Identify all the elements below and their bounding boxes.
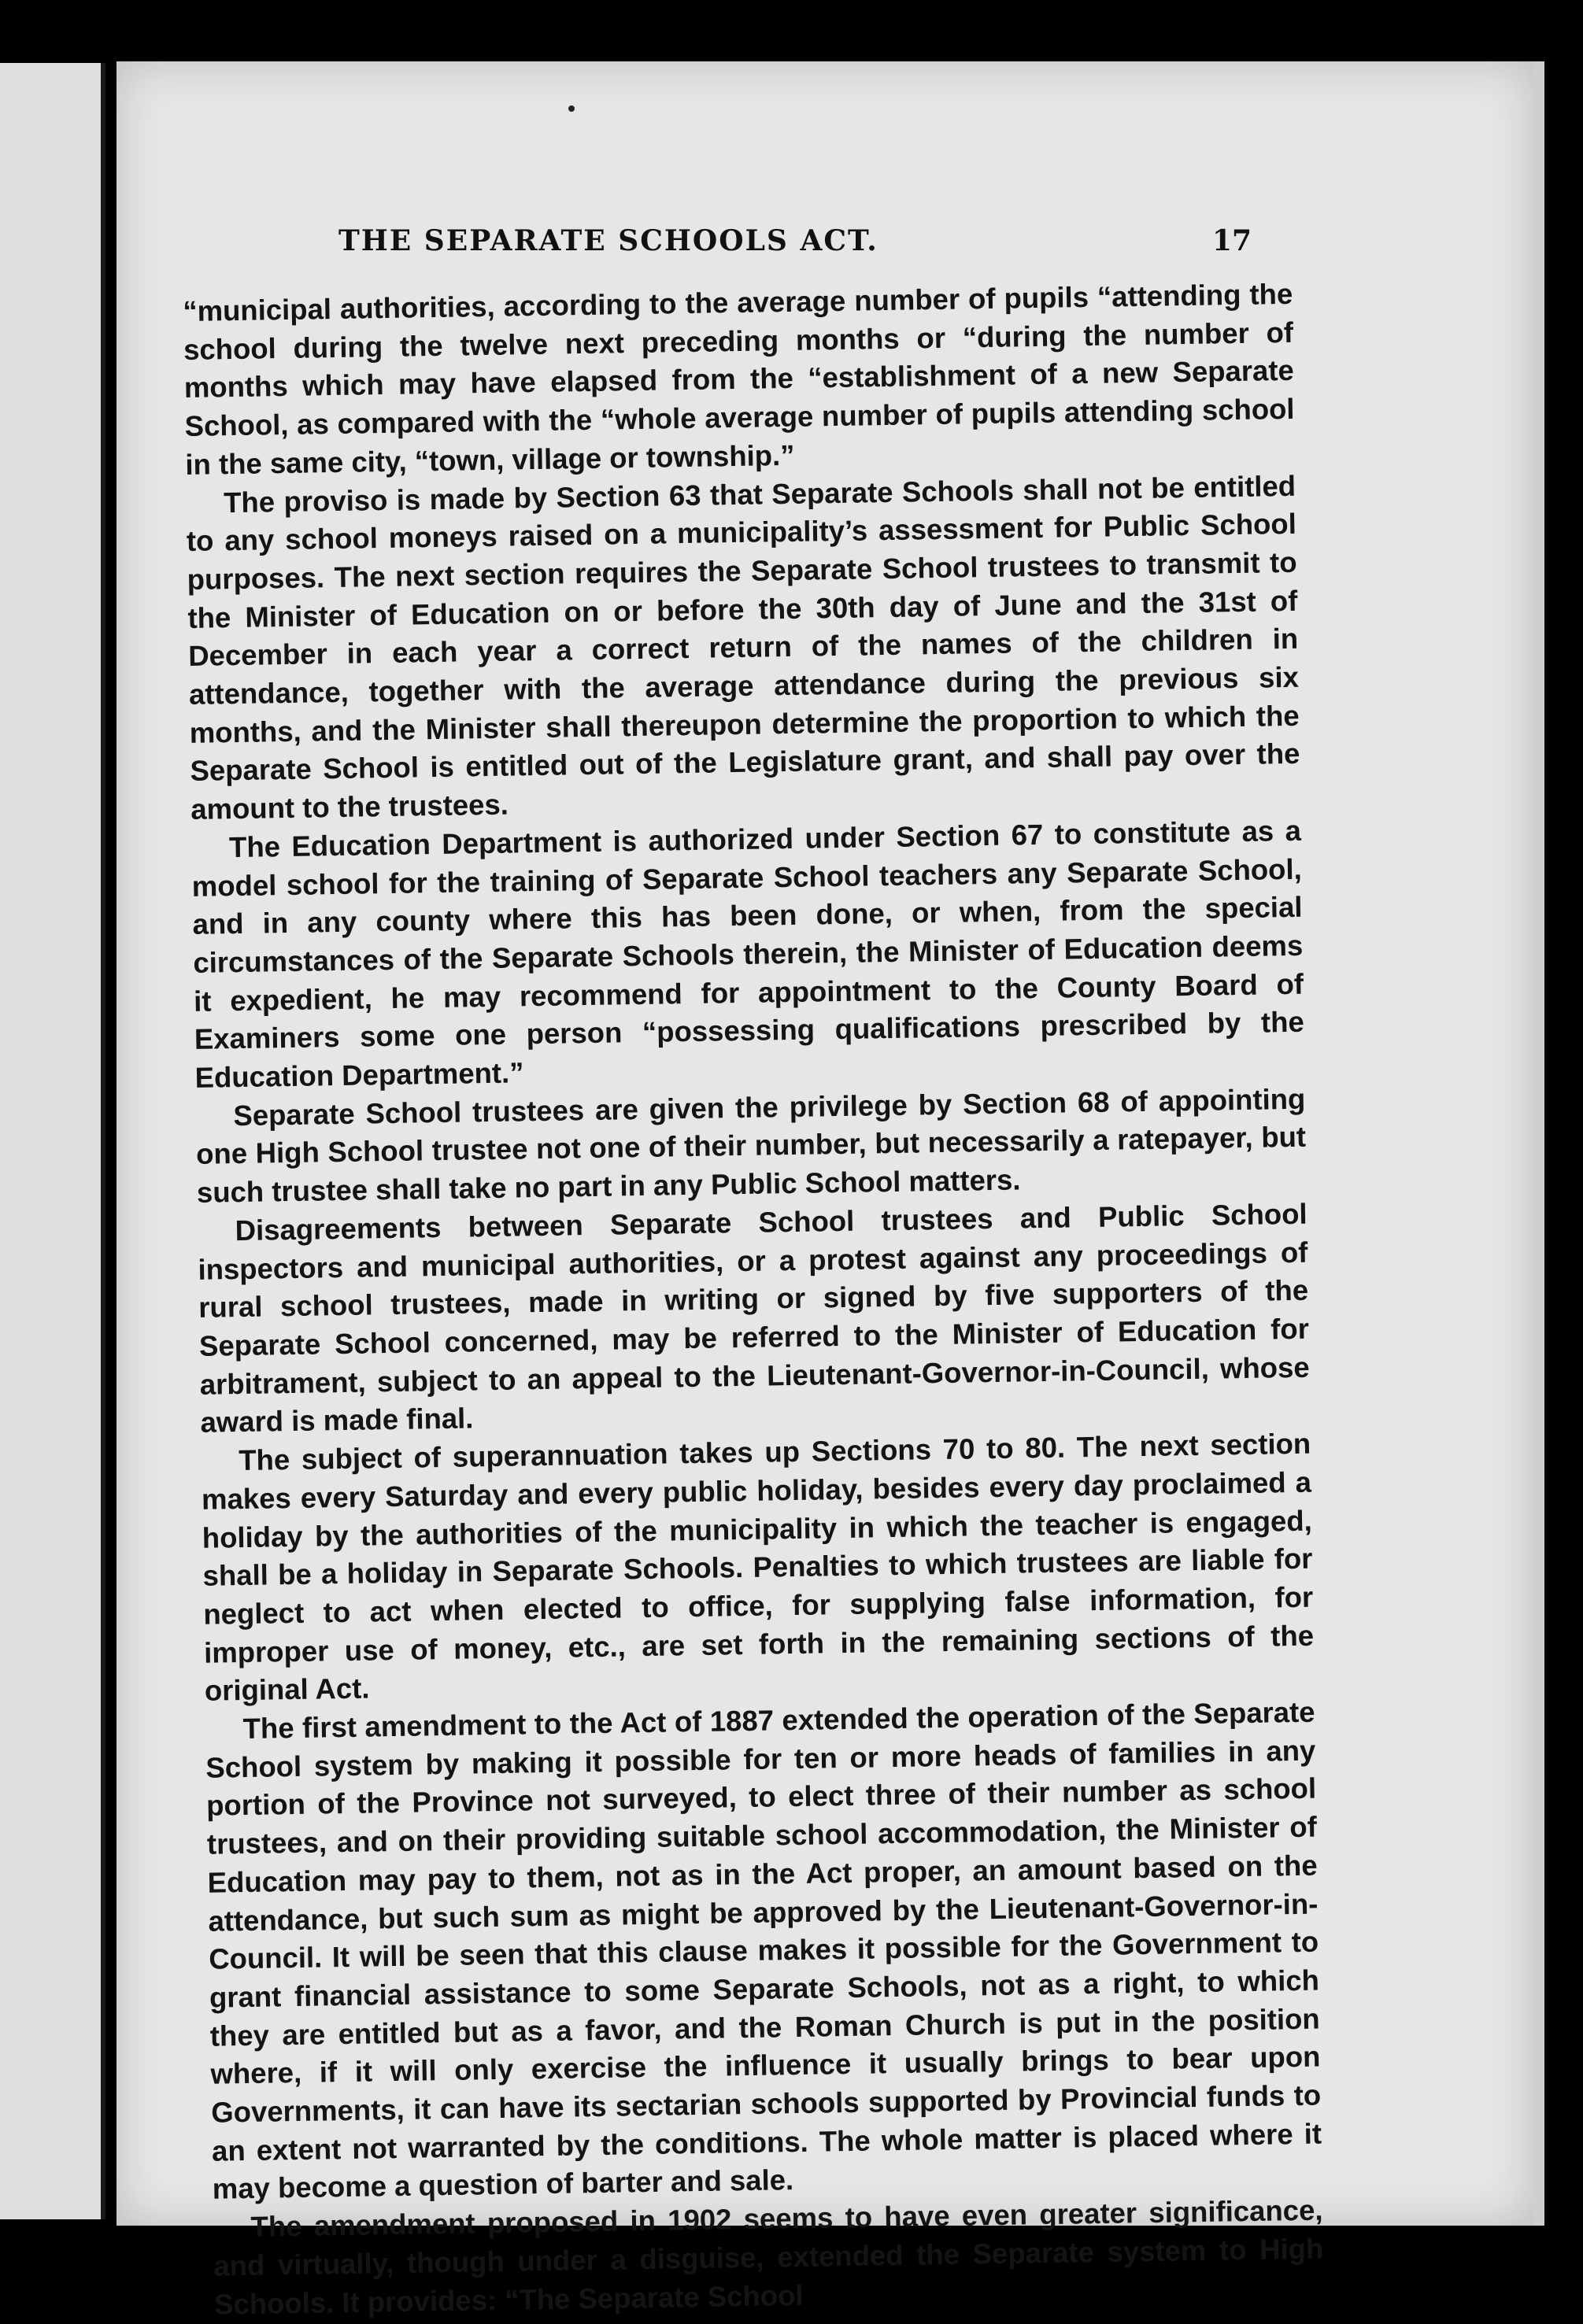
running-head: THE SEPARATE SCHOOLS ACT. — [338, 224, 878, 257]
page-number: 17 — [1212, 224, 1252, 257]
paragraph-4: Separate School trustees are given the privilege by Section 68 of appointing one High School trustee not one of their number, but necessarily a ratepayer, but such trustee shall take no part in any Public School matters. — [195, 1082, 1307, 1210]
paragraph-5: Disagreements between Separate School trustees and Public School inspectors and municipal authorities, or a protest against any proceedings of rural school trustees, made in writing or signed by five supporters of the Separate School concerned, may be referred to the Minister of Education for arbitrament, subject to an appeal to the Lieutenant-Governor-in-Council, whose award is made final. — [198, 1197, 1310, 1439]
facing-page-edge — [0, 63, 105, 2219]
paragraph-7: The first amendment to the Act of 1887 extended the operation of the Separate School system by making it possible for ten or more heads of families in any portion of the Province not surveyed, to elect three of their number as school trustees, and on their providing suitable school accommodation, the Minister of Education may pay to them, not as in the Act proper, an amount based on the attendance, but such sum as might be approved by the Lieutenant-Governor-in-Council. It will be seen that this clause makes it possible for the Government to grant financial assistance to some Separate Schools, not as a right, to which they are entitled but as a favor, and the Roman Church is put in the position where, if it will only exercise the influence it usually brings to bear upon Governments, it can have its sectarian schools supported by Provincial funds to an extent not warranted by the conditions. The whole matter is placed where it may become a question of barter and sale. — [205, 1695, 1322, 2206]
paragraph-2: The proviso is made by Section 63 that Separate Schools shall not be entitled to any school moneys raised on a municipality’s assessment for Public School purposes. The next section requires the Separate School trustees to transmit to the Minister of Education on or before the 30th day of June and the 31st of December in each year a correct return of the names of the children in attendance, together with the average attendance during the previous six months, and the Minister shall thereupon determine the proportion to which the Separate School is entitled out of the Legislature grant, and shall pay over the amount to the trustees. — [186, 469, 1300, 826]
body-text — [183, 275, 1324, 2324]
paragraph-6: The subject of superannuation takes up Sections 70 to 80. The next section makes every Saturday and every public holiday, besides every day proclaimed a holiday by the authorities of the municipality in which the teacher is engaged, shall be a holiday in Separate Schools. Penalties to which trustees are liable for neglect to act when elected to office, for supplying false information, for improper use of money, etc., are set forth in the remaining sections of the original Act. — [201, 1427, 1315, 1708]
print-speck — [568, 105, 575, 112]
paragraph-1: “municipal authorities, according to the average number of pupils “attending the school during the twelve next preceding months or “during the number of months which may have elapsed from the “establishment of a new Separate School, as compared with the “whole average number of pupils attending school in the same city, “town, village or township.” — [183, 277, 1295, 481]
paragraph-8: The amendment proposed in 1902 seems to have even greater significance, and virtually, though under a disguise, extended the Separate system to High Schools. It provides: “The Separate School — [213, 2193, 1324, 2321]
paragraph-3: The Education Department is authorized under Section 67 to constitute as a model school for the training of Separate School teachers any Separate School, and in any county where this has been done, or when, from the special circumstances of the Separate Schools therein, the Minister of Education deems it expedient, he may recommend for appointment to the County Board of Examiners some one person “possessing qualifications prescribed by the Education Department.” — [191, 814, 1305, 1094]
